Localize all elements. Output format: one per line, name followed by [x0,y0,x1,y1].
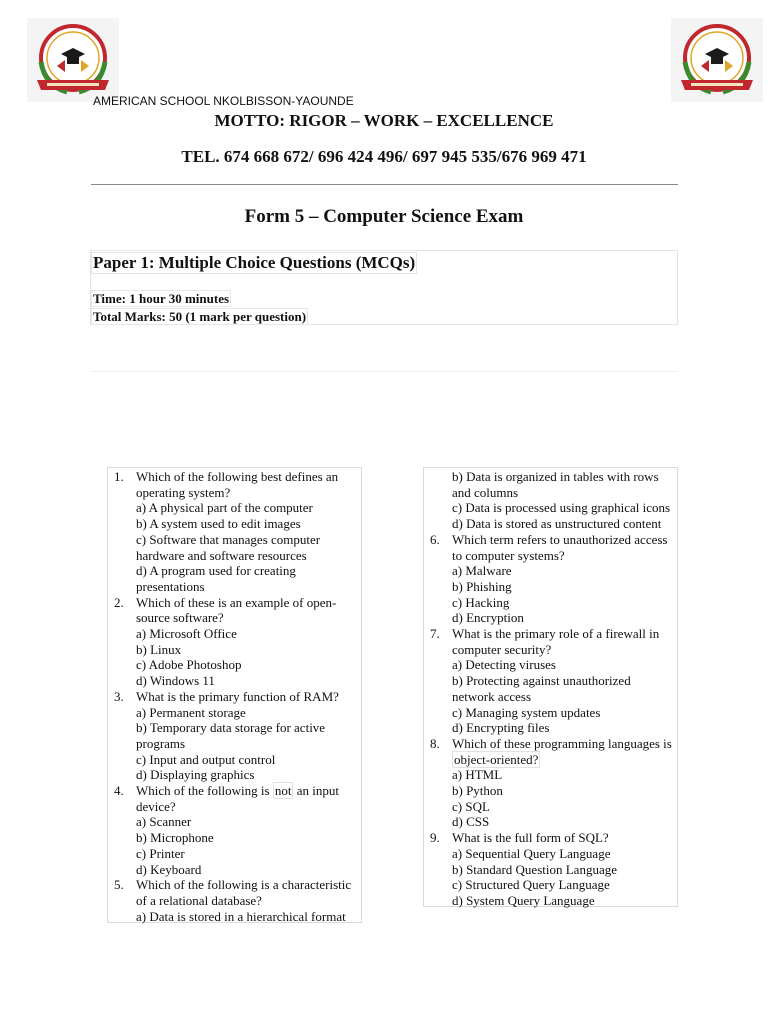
option-b: b) Protecting against unauthorized network access [452,673,631,704]
question-text: Which of these is an example of open-source software? [136,594,337,626]
question-number: 3. [114,688,124,704]
option-c: c) Managing system updates [452,704,601,720]
question-text-end: an input device? [136,783,339,814]
option-a: a) A physical part of the computer [136,500,313,516]
question-number: 8. [430,735,440,751]
option-a: a) HTML [452,767,503,783]
option-b: b) Microphone [136,830,214,846]
option-d: d) Encryption [452,610,524,626]
question-text [452,736,673,767]
emphasized-word: not [274,783,292,799]
question-text: What is the primary role of a firewall in computer security? [452,626,660,657]
section-divider [91,371,678,372]
question-number: 6. [430,531,440,547]
school-crest-icon [671,18,763,102]
question-7 [424,626,677,736]
exam-title: Form 5 – Computer Science Exam [244,206,524,227]
option-d: d) A program used for creating presentations [136,563,296,594]
header-divider [91,184,678,185]
question-6 [424,532,677,626]
option-c: c) Printer [136,845,185,861]
exam-total-marks: Total Marks: 50 (1 mark per question) [93,309,307,324]
option-b: b) Phishing [452,578,512,594]
question-2 [108,595,361,689]
question-9 [424,830,677,909]
question-number: 9. [430,830,440,846]
option-b: b) Temporary data storage for active programs [136,720,326,751]
question-text: What is the primary function of RAM? [136,688,339,704]
school-crest-logo-left [27,18,119,102]
school-motto: MOTTO: RIGOR – WORK – EXCELLENCE [214,111,554,130]
option-b: b) A system used to edit images [136,516,301,532]
option-d: d) Displaying graphics [136,767,255,783]
option-d: d) Data is stored as unstructured content [452,516,662,532]
paper-heading: Paper 1: Multiple Choice Questions (MCQs) [93,253,416,272]
school-name: AMERICAN SCHOOL NKOLBISSON-YAOUNDE [93,94,354,108]
question-text-start: Which of these programming languages is [452,735,672,751]
question-8 [424,736,677,830]
school-crest-icon [27,18,119,102]
option-c: c) SQL [452,798,490,814]
option-c: c) Data is processed using graphical icons [452,500,671,516]
question-text: Which term refers to unauthorized access to computer systems? [452,531,668,563]
option-d: d) Encrypting files [452,720,550,736]
question-number: 7. [430,626,440,642]
question-text: What is the full form of SQL? [452,830,609,846]
question-1 [108,469,361,595]
emphasized-phrase: object-oriented? [454,751,539,767]
option-d: d) Keyboard [136,861,202,877]
option-b: b) Linux [136,641,182,657]
option-b: b) Standard Question Language [452,861,617,877]
option-b: b) Data is organized in tables with rows and columns [452,469,659,500]
option-c: c) Software that manages computer hardware and software resources [136,531,321,563]
question-3 [108,689,361,783]
option-a: a) Microsoft Office [136,626,237,642]
question-number: 1. [114,469,124,484]
option-c: c) Input and output control [136,751,276,767]
option-a: a) Permanent storage [136,704,246,720]
question-5 [108,877,361,924]
question-text-start: Which of the following is [136,783,273,799]
question-text [136,783,357,814]
option-a: a) Scanner [136,814,192,830]
option-a: a) Sequential Query Language [452,845,611,861]
option-d: d) CSS [452,814,490,830]
question-number: 2. [114,594,124,610]
option-c: c) Adobe Photoshop [136,657,242,673]
option-c: c) Structured Query Language [452,877,610,893]
questions-column-right [423,467,678,907]
option-a: a) Data is stored in a hierarchical format [136,908,346,924]
question-text: Which of the following is a characteristic of a relational database? [136,877,352,908]
question-number: 5. [114,877,124,893]
school-telephone: TEL. 674 668 672/ 696 424 496/ 697 945 535/676 969 471 [181,147,587,166]
school-crest-logo-right [671,18,763,102]
option-d: d) System Query Language [452,892,595,908]
option-d: d) Windows 11 [136,673,215,689]
questions-column-left [107,467,362,923]
option-b: b) Python [452,783,503,799]
question-5-continued [424,469,677,532]
option-c: c) Hacking [452,594,510,610]
option-a: a) Detecting viruses [452,657,556,673]
option-a: a) Malware [452,563,512,579]
question-4 [108,783,361,877]
question-text: Which of the following best defines an operating system? [136,469,339,500]
question-number: 4. [114,783,124,799]
exam-time: Time: 1 hour 30 minutes [93,291,230,306]
